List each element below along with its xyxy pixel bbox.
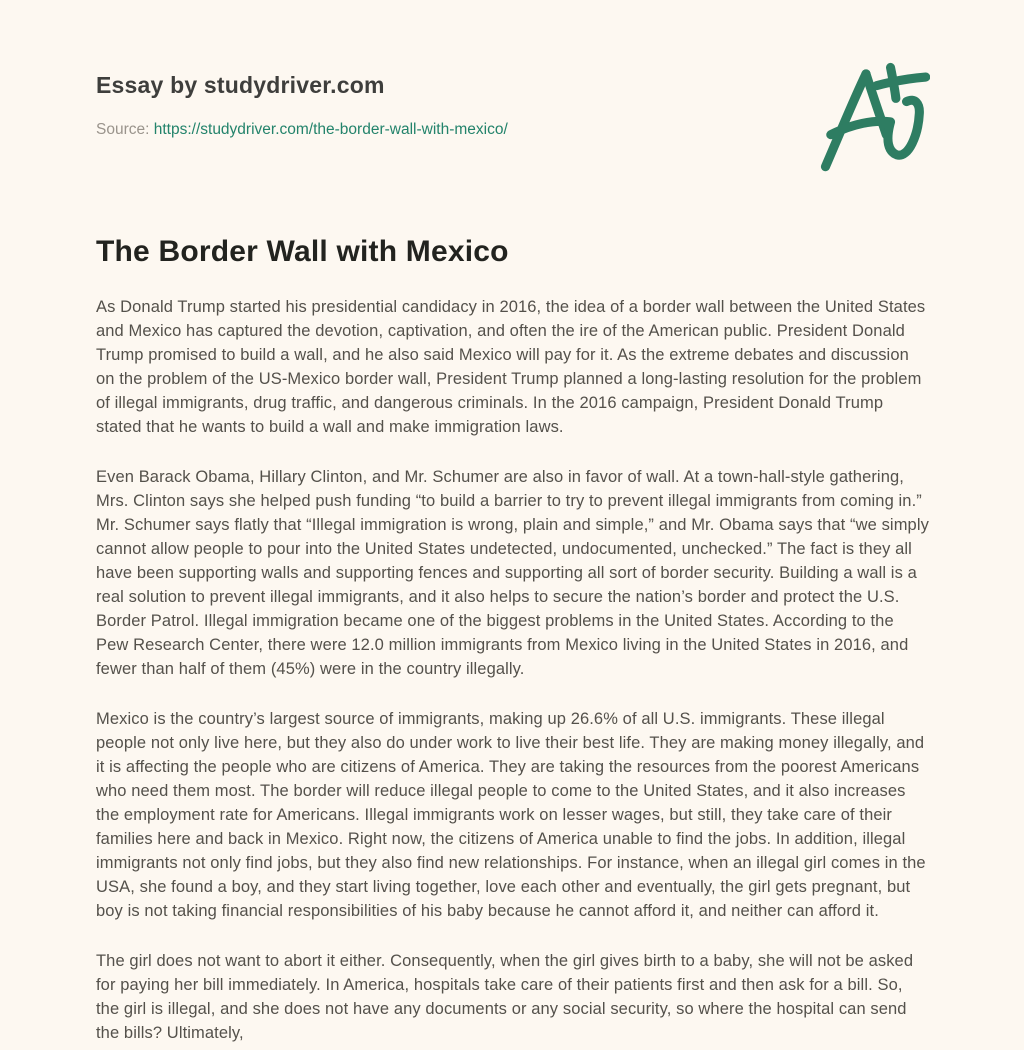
essay-body bbox=[96, 295, 929, 1045]
source-row bbox=[96, 121, 929, 139]
content-column bbox=[96, 0, 929, 1050]
page-header-title: Essay by studydriver.com bbox=[96, 72, 385, 98]
source-link[interactable]: https://studydriver.com/the-border-wall-with-mexico/ bbox=[153, 121, 508, 138]
essay-paragraph: Even Barack Obama, Hillary Clinton, and Mr. Schumer are also in favor of wall. At a town-hall-style gathering, Mrs. Clinton says she helped push funding “to build a barrier to try to prevent illegal immigrants from coming in.” Mr. Schumer says flatly that “Illegal immigration is wrong, plain and simple,” and Mr. Obama says that “we simply cannot allow people to pour into the United States undetected, undocumented, unchecked.” The fact is they all have been supporting walls and supporting fences and supporting all sort of border security. Building a wall is a real solution to prevent illegal immigrants, and it also helps to secure the nation’s border and protect the U.S. Border Patrol. Illegal immigration became one of the biggest problems in the United States. According to the Pew Research Center, there were 12.0 million immigrants from Mexico living in the United States in 2016, and fewer than half of them (45%) were in the country illegally. bbox=[96, 468, 929, 678]
essay-paragraph: The girl does not want to abort it either. Consequently, when the girl gives birth to a baby, she will not be asked for paying her bill immediately. In America, hospitals take care of their patients first and then ask for a bill. So, the girl is illegal, and she does not have any documents or any social security, so where the hospital can send the bills? Ultimately, bbox=[96, 952, 914, 1042]
essay-paragraph: As Donald Trump started his presidential candidacy in 2016, the idea of a border wall between the United States and Mexico has captured the devotion, captivation, and often the ire of the American public. President Donald Trump promised to build a wall, and he also said Mexico will pay for it. As the extreme debates and discussion on the problem of the US-Mexico border wall, President Trump planned a long-lasting resolution for the problem of illegal immigrants, drug traffic, and dangerous criminals. In the 2016 campaign, President Donald Trump stated that he wants to build a wall and make immigration laws. bbox=[96, 298, 926, 436]
source-label: Source: bbox=[96, 121, 150, 138]
essay-paragraph: Mexico is the country’s largest source of immigrants, making up 26.6% of all U.S. immigrants. These illegal people not only live here, but they also do under work to live their best life. They are making money illegally, and it is affecting the people who are citizens of America. They are taking the resources from the poorest Americans who need them most. The border will reduce illegal people to come to the United States, and it also increases the employment rate for Americans. Illegal immigrants work on lesser wages, but still, they take care of their families here and back in Mexico. Right now, the citizens of America unable to find the jobs. In addition, illegal immigrants not only find jobs, but they also find new relationships. For instance, when an illegal girl comes in the USA, she found a boy, and they start living together, love each other and eventually, the girl gets pregnant, but boy is not taking financial responsibilities of his baby because he cannot afford it, and neither can afford it. bbox=[96, 710, 926, 920]
essay-title: The Border Wall with Mexico bbox=[96, 235, 509, 268]
